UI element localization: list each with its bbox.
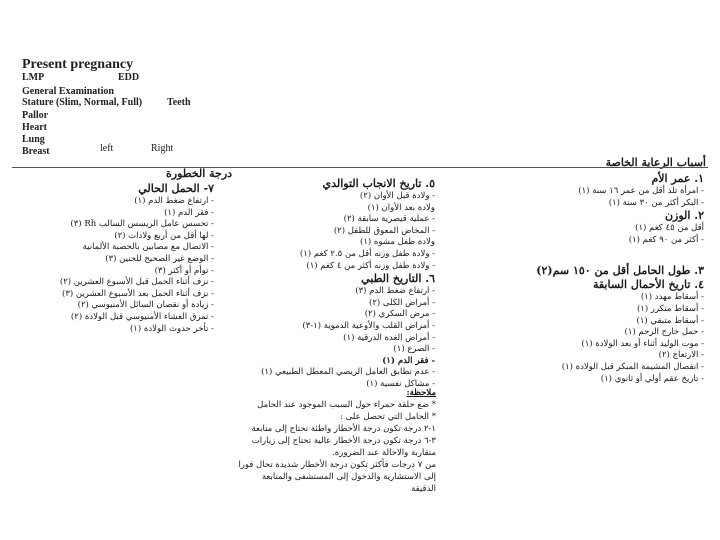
list-item: - نزف أثناء الحمل قبل الأسبوع العشرين (٢) xyxy=(59,277,214,288)
list-item: - تحسس عامل الريسس السالب Rh (٣) xyxy=(70,219,214,230)
divider-line xyxy=(12,167,708,168)
list-item: - ارتفاع ضغط الدم (٣) xyxy=(355,286,435,297)
list-item: - تمزق الغشاء الأمنيوسي قبل الولادة (٢) xyxy=(70,311,214,322)
list-item: - عملية قيصرية سابقة (٢) xyxy=(343,214,435,225)
list-item: - انفصال المشيمة المبكر قبل الولادة (١) xyxy=(561,361,704,372)
section-heading: ٦. التاريخ الطبي xyxy=(361,272,435,286)
note-line: ٣-٦ درجة تكون درجة الأخطار عالية تحتاج إلى زيارات متقاربة والاحالة عند الضرورة. xyxy=(251,436,436,458)
list-item: - الصرع (١) xyxy=(393,344,435,355)
list-item: - البكر أكثر من ٣٠ سنة (١) xyxy=(608,197,704,208)
section-heading: ٥. تاريخ الانجاب التوالدي xyxy=(322,177,435,190)
list-item: - أكثر من ٩٠ كغم (١) xyxy=(628,234,704,245)
breast-label: Breast xyxy=(22,146,50,157)
list-item: - الاتصال مع مصابين بالحصبة الألمانية xyxy=(82,242,214,253)
list-item: - لها أقل من أربع ولادات (٢) xyxy=(114,230,214,241)
list-item: - توأم أو أكثر (٣) xyxy=(154,265,214,276)
list-item: - فقر الدم (١) xyxy=(382,355,435,366)
list-item: - الوضع غير الصحيح للجنين (٣) xyxy=(105,253,214,264)
list-item: - الارتعاج (٢) xyxy=(658,350,704,361)
section-heading: ١. عمر الأم xyxy=(651,172,704,185)
note-line: * الحامل التي تحصل على : xyxy=(340,412,436,422)
lmp-label: LMP xyxy=(22,72,45,83)
stature-label: Stature (Slim, Normal, Full) xyxy=(22,97,143,108)
list-item: - عدم تطابق العامل الريصي المعطل الطبيعي (١) xyxy=(261,367,435,378)
breast-right-label: Right xyxy=(151,143,174,154)
pallor-label: Pallor xyxy=(22,110,49,121)
notes-title: ملاحظة: xyxy=(406,388,436,398)
list-item: - المخاض المعوق للطفل (٢) xyxy=(333,225,435,236)
notes-block xyxy=(236,387,436,495)
special-care-title: أسباب الرعاية الخاصة xyxy=(605,156,706,169)
list-item: - أمراض القلب والأوعية الدموية (١-٣) xyxy=(302,320,435,331)
list-item: - مشاكل نفسية (١) xyxy=(366,378,435,389)
list-item: - ولادة طفل وزنه أكثر من ٤ كغم (١) xyxy=(306,260,435,271)
list-item: - فقر الدم (١) xyxy=(164,207,214,218)
list-item: - أمراض الغدة الدرقية (١) xyxy=(343,332,435,343)
list-item: - نزف أثناء الحمل بعد الأسبوع العشرين (٣) xyxy=(62,288,214,299)
lung-label: Lung xyxy=(22,134,45,145)
current-pregnancy-column xyxy=(14,182,214,335)
obstetric-medical-column xyxy=(261,177,435,391)
risk-degree-title: درجة الخطورة xyxy=(166,167,233,180)
section-heading: ٤. تاريخ الأحمال السابقة xyxy=(592,278,704,292)
teeth-label: Teeth xyxy=(167,97,191,108)
list-item: ولادة طفل مشوه (١) xyxy=(359,237,435,248)
list-item: - أسقاط مهدد (١) xyxy=(640,292,704,303)
list-item: - موت الوليد أثناء أو بعد الولادة (١) xyxy=(581,338,704,349)
list-item: - مرض السكري (٢) xyxy=(364,309,435,320)
section-heading: ٢. الوزن xyxy=(664,209,704,223)
section-heading: ٣. طول الحامل أقل من ١٥٠ سم(٢) xyxy=(536,264,704,278)
list-item: - امرأة تلد أقل من عمر ١٦ سنة (١) xyxy=(578,186,704,196)
note-line: ١-٢ درجة تكون درجة الأخطار واطئة تحتاج إلى متابعة xyxy=(251,424,436,434)
list-item: - ارتفاع ضغط الدم (١) xyxy=(134,196,214,206)
list-item: - تاريخ عقم أولي أو ثانوي (١) xyxy=(600,373,704,384)
list-item: ولادة بعد الأوان (١) xyxy=(367,202,435,213)
list-item: - تأخر حدوث الولادة (١) xyxy=(129,323,214,334)
general-exam-label: General Examination xyxy=(22,86,114,97)
heart-label: Heart xyxy=(22,122,47,133)
note-line: * ضع حلقة حمراء حول السبب الموجود عند الحامل xyxy=(257,400,436,410)
list-item: - حمل خارج الرحم (١) xyxy=(624,327,704,338)
list-item: - أسقاط متبقي (١) xyxy=(636,315,704,326)
list-item: - ولادة طفل وزنه أقل من ٢.٥ كغم (١) xyxy=(299,248,435,259)
section-heading: ٧- الحمل الحالي xyxy=(138,182,214,195)
edd-label: EDD xyxy=(118,72,140,83)
list-item: - ولادة قبل الأوان (٢) xyxy=(359,191,435,201)
list-item: - زيادة أو نقصان السائل الأمنيوسي (٢) xyxy=(77,300,214,311)
breast-left-label: left xyxy=(100,143,114,154)
list-item: - أمراض الكلى (٢) xyxy=(369,297,435,308)
maternal-factors-column xyxy=(504,172,704,385)
note-line: من ٧ درجات فأكثر تكون درجة الأخطار شديدة تحال فورا إلى الاستشارية والدخول إلى المستشفى والمتابعة الدقيقة xyxy=(238,460,436,494)
list-item: أقل من ٤٥ كغم (١) xyxy=(635,223,704,234)
present-pregnancy-title: Present pregnancy xyxy=(22,57,134,72)
list-item: - أسقاط متكرر (١) xyxy=(636,303,704,314)
